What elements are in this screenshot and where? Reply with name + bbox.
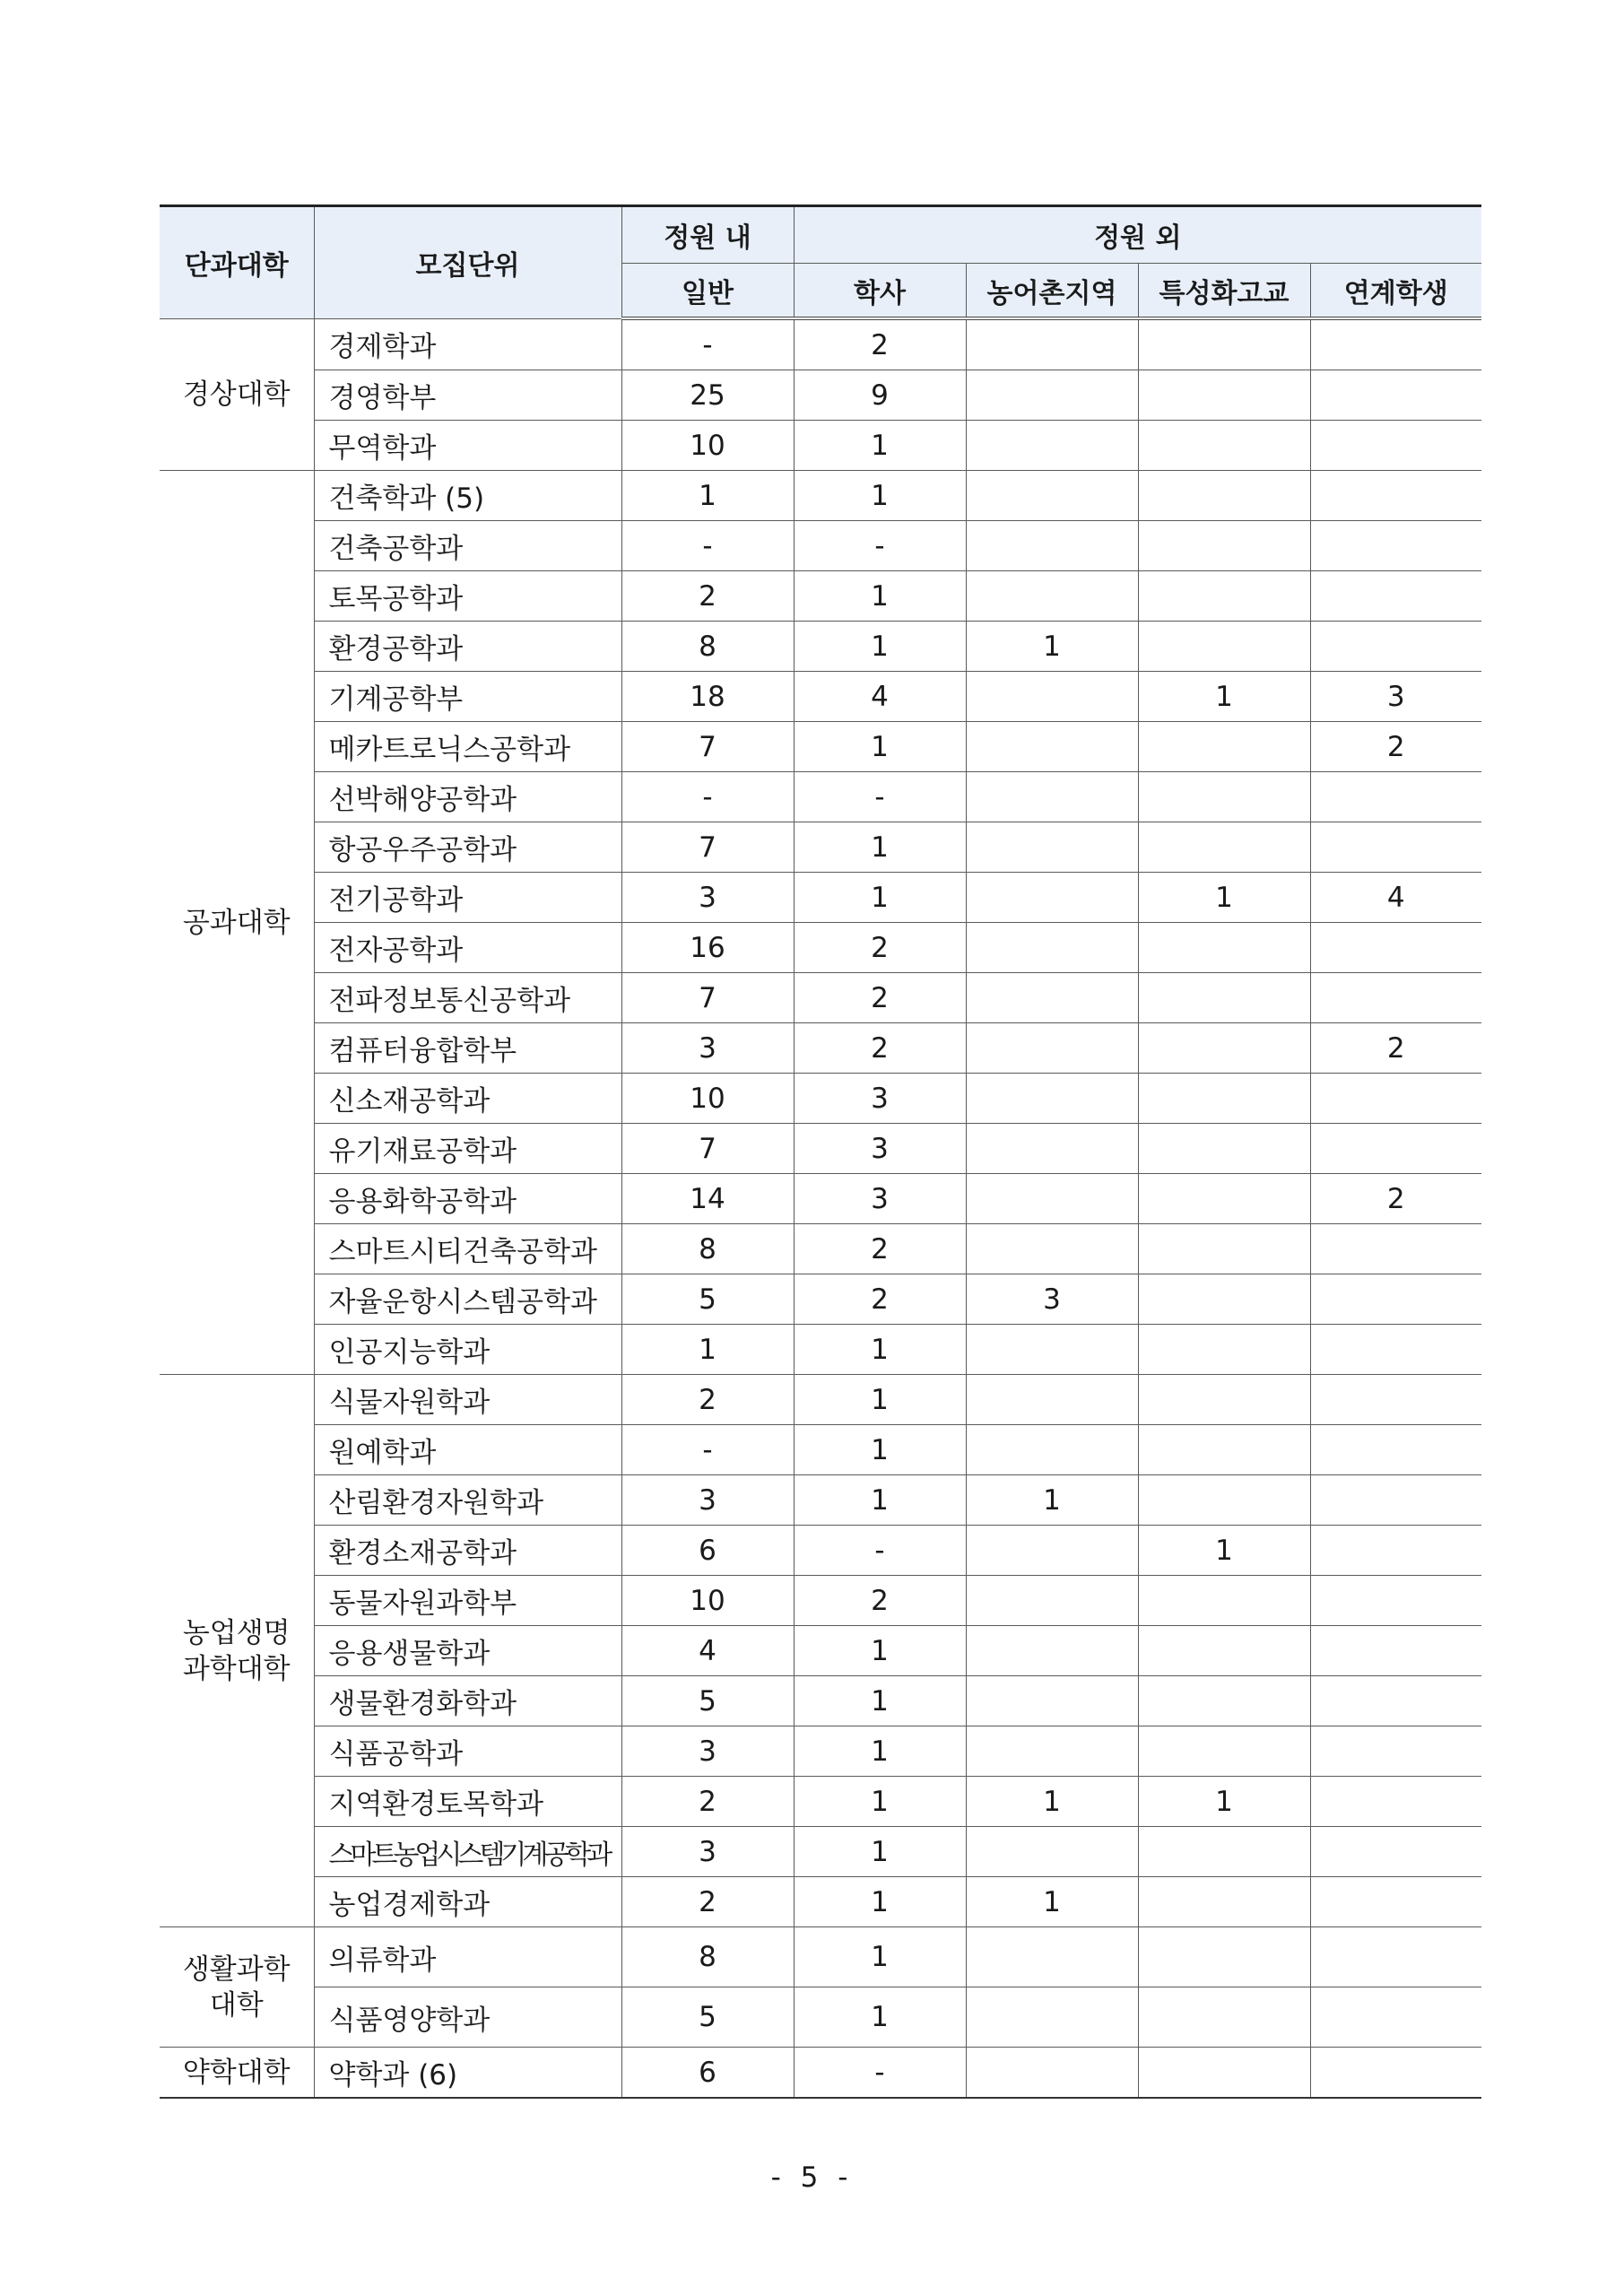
bachelor-cell: 3 <box>794 1124 966 1174</box>
general-cell: 16 <box>621 923 794 973</box>
college-cell: 경상대학 <box>160 318 314 471</box>
special-highschool-cell <box>1138 1023 1310 1074</box>
general-cell: 5 <box>621 1676 794 1726</box>
general-cell: - <box>621 318 794 370</box>
header-college: 단과대학 <box>160 206 314 319</box>
table-row <box>160 873 1481 923</box>
special-highschool-cell <box>1138 471 1310 521</box>
bachelor-cell: 9 <box>794 370 966 421</box>
table-row <box>160 370 1481 421</box>
bachelor-cell: 1 <box>794 1626 966 1676</box>
linked-student-cell <box>1310 1124 1481 1174</box>
general-cell: 2 <box>621 571 794 622</box>
special-highschool-cell <box>1138 1425 1310 1475</box>
bachelor-cell: 1 <box>794 1425 966 1475</box>
linked-student-cell <box>1310 772 1481 822</box>
unit-cell: 식품영양학과 <box>314 1987 621 2048</box>
general-cell: 7 <box>621 1124 794 1174</box>
bachelor-cell: 1 <box>794 1676 966 1726</box>
linked-student-cell <box>1310 1274 1481 1325</box>
special-highschool-cell <box>1138 822 1310 873</box>
general-cell: 6 <box>621 1526 794 1576</box>
linked-student-cell <box>1310 1375 1481 1425</box>
linked-student-cell <box>1310 1526 1481 1576</box>
unit-cell: 자율운항시스템공학과 <box>314 1274 621 1325</box>
bachelor-cell: 2 <box>794 973 966 1023</box>
special-highschool-cell <box>1138 1726 1310 1777</box>
bachelor-cell: 2 <box>794 1576 966 1626</box>
bachelor-cell: 2 <box>794 923 966 973</box>
linked-student-cell: 2 <box>1310 1174 1481 1224</box>
unit-cell: 인공지능학과 <box>314 1325 621 1375</box>
rural-cell <box>966 1726 1138 1777</box>
general-cell: 4 <box>621 1626 794 1676</box>
special-highschool-cell <box>1138 1124 1310 1174</box>
special-highschool-cell <box>1138 1375 1310 1425</box>
rural-cell: 1 <box>966 1777 1138 1827</box>
college-cell: 공과대학 <box>160 471 314 1375</box>
table-row <box>160 318 1481 370</box>
unit-cell: 항공우주공학과 <box>314 822 621 873</box>
rural-cell <box>966 421 1138 471</box>
general-cell: 6 <box>621 2048 794 2099</box>
unit-cell: 환경공학과 <box>314 622 621 672</box>
table-row <box>160 1023 1481 1074</box>
linked-student-cell <box>1310 571 1481 622</box>
bachelor-cell: 1 <box>794 1927 966 1987</box>
table-row <box>160 973 1481 1023</box>
page-number: - 5 - <box>770 2161 854 2194</box>
bachelor-cell: 1 <box>794 822 966 873</box>
unit-cell: 유기재료공학과 <box>314 1124 621 1174</box>
special-highschool-cell <box>1138 1224 1310 1274</box>
linked-student-cell <box>1310 923 1481 973</box>
rural-cell: 1 <box>966 1877 1138 1927</box>
bachelor-cell: 1 <box>794 1375 966 1425</box>
special-highschool-cell <box>1138 1877 1310 1927</box>
rural-cell <box>966 1576 1138 1626</box>
general-cell: 7 <box>621 822 794 873</box>
general-cell: 7 <box>621 973 794 1023</box>
table-row <box>160 1425 1481 1475</box>
header-inside-quota: 정원 내 <box>621 206 794 264</box>
special-highschool-cell <box>1138 1827 1310 1877</box>
bachelor-cell: 2 <box>794 318 966 370</box>
special-highschool-cell <box>1138 1174 1310 1224</box>
rural-cell <box>966 1174 1138 1224</box>
table-row <box>160 1827 1481 1877</box>
rural-cell <box>966 1074 1138 1124</box>
rural-cell <box>966 1124 1138 1174</box>
linked-student-cell: 2 <box>1310 722 1481 772</box>
bachelor-cell: 1 <box>794 1777 966 1827</box>
unit-cell: 식품공학과 <box>314 1726 621 1777</box>
special-highschool-cell <box>1138 1576 1310 1626</box>
table-row <box>160 421 1481 471</box>
table-body <box>160 318 1481 2098</box>
bachelor-cell: 1 <box>794 1987 966 2048</box>
special-highschool-cell <box>1138 2048 1310 2099</box>
general-cell: 14 <box>621 1174 794 1224</box>
rural-cell <box>966 1375 1138 1425</box>
table-row <box>160 1726 1481 1777</box>
special-highschool-cell <box>1138 1325 1310 1375</box>
linked-student-cell <box>1310 1676 1481 1726</box>
unit-cell: 지역환경토목학과 <box>314 1777 621 1827</box>
linked-student-cell: 4 <box>1310 873 1481 923</box>
rural-cell <box>966 1927 1138 1987</box>
bachelor-cell: 1 <box>794 571 966 622</box>
rural-cell <box>966 2048 1138 2099</box>
unit-cell: 생물환경화학과 <box>314 1676 621 1726</box>
linked-student-cell: 2 <box>1310 1023 1481 1074</box>
linked-student-cell <box>1310 370 1481 421</box>
table-row <box>160 722 1481 772</box>
rural-cell <box>966 923 1138 973</box>
bachelor-cell: 1 <box>794 471 966 521</box>
unit-cell: 의류학과 <box>314 1927 621 1987</box>
rural-cell <box>966 370 1138 421</box>
header-bachelor: 학사 <box>794 264 966 319</box>
bachelor-cell: 1 <box>794 622 966 672</box>
linked-student-cell <box>1310 1827 1481 1877</box>
unit-cell: 동물자원과학부 <box>314 1576 621 1626</box>
linked-student-cell <box>1310 1987 1481 2048</box>
general-cell: 10 <box>621 1074 794 1124</box>
rural-cell <box>966 571 1138 622</box>
special-highschool-cell <box>1138 521 1310 571</box>
general-cell: 3 <box>621 1827 794 1877</box>
rural-cell: 1 <box>966 1475 1138 1526</box>
special-highschool-cell <box>1138 1074 1310 1124</box>
header-special-highschool: 특성화고교 <box>1138 264 1310 319</box>
bachelor-cell: 1 <box>794 722 966 772</box>
special-highschool-cell <box>1138 421 1310 471</box>
bachelor-cell: 2 <box>794 1274 966 1325</box>
table-row <box>160 1274 1481 1325</box>
bachelor-cell: 2 <box>794 1224 966 1274</box>
rural-cell: 3 <box>966 1274 1138 1325</box>
special-highschool-cell <box>1138 370 1310 421</box>
rural-cell <box>966 1325 1138 1375</box>
unit-cell: 환경소재공학과 <box>314 1526 621 1576</box>
college-cell: 약학대학 <box>160 2048 314 2099</box>
linked-student-cell <box>1310 2048 1481 2099</box>
bachelor-cell: 1 <box>794 873 966 923</box>
table-row <box>160 822 1481 873</box>
unit-cell: 약학과 (6) <box>314 2048 621 2099</box>
linked-student-cell <box>1310 1475 1481 1526</box>
unit-cell: 신소재공학과 <box>314 1074 621 1124</box>
table-row <box>160 1174 1481 1224</box>
linked-student-cell <box>1310 1626 1481 1676</box>
rural-cell <box>966 1626 1138 1676</box>
table-row <box>160 1375 1481 1425</box>
general-cell: 8 <box>621 622 794 672</box>
rural-cell <box>966 521 1138 571</box>
general-cell: 3 <box>621 1475 794 1526</box>
special-highschool-cell <box>1138 1987 1310 2048</box>
general-cell: - <box>621 772 794 822</box>
table-row <box>160 622 1481 672</box>
general-cell: - <box>621 521 794 571</box>
bachelor-cell: - <box>794 521 966 571</box>
general-cell: - <box>621 1425 794 1475</box>
table-row <box>160 521 1481 571</box>
special-highschool-cell <box>1138 973 1310 1023</box>
rural-cell <box>966 1224 1138 1274</box>
special-highschool-cell <box>1138 772 1310 822</box>
table-row <box>160 1124 1481 1174</box>
unit-cell: 전자공학과 <box>314 923 621 973</box>
rural-cell: 1 <box>966 622 1138 672</box>
unit-cell: 경영학부 <box>314 370 621 421</box>
unit-cell: 응용생물학과 <box>314 1626 621 1676</box>
table-row <box>160 2048 1481 2099</box>
bachelor-cell: - <box>794 772 966 822</box>
linked-student-cell <box>1310 1576 1481 1626</box>
linked-student-cell <box>1310 1726 1481 1777</box>
table-row <box>160 1777 1481 1827</box>
rural-cell <box>966 471 1138 521</box>
linked-student-cell <box>1310 1777 1481 1827</box>
unit-cell: 토목공학과 <box>314 571 621 622</box>
bachelor-cell: - <box>794 2048 966 2099</box>
special-highschool-cell: 1 <box>1138 1777 1310 1827</box>
linked-student-cell <box>1310 973 1481 1023</box>
general-cell: 8 <box>621 1927 794 1987</box>
rural-cell <box>966 873 1138 923</box>
unit-cell: 컴퓨터융합학부 <box>314 1023 621 1074</box>
bachelor-cell: 1 <box>794 1475 966 1526</box>
unit-cell: 농업경제학과 <box>314 1877 621 1927</box>
general-cell: 3 <box>621 1726 794 1777</box>
bachelor-cell: 1 <box>794 421 966 471</box>
bachelor-cell: 1 <box>794 1325 966 1375</box>
linked-student-cell <box>1310 822 1481 873</box>
bachelor-cell: 1 <box>794 1827 966 1877</box>
unit-cell: 기계공학부 <box>314 672 621 722</box>
table-row <box>160 1927 1481 1987</box>
rural-cell <box>966 822 1138 873</box>
rural-cell <box>966 772 1138 822</box>
header-unit: 모집단위 <box>314 206 621 319</box>
unit-cell: 전기공학과 <box>314 873 621 923</box>
linked-student-cell <box>1310 1224 1481 1274</box>
bachelor-cell: - <box>794 1526 966 1576</box>
linked-student-cell <box>1310 1074 1481 1124</box>
table-row <box>160 1987 1481 2048</box>
bachelor-cell: 1 <box>794 1877 966 1927</box>
unit-cell: 산림환경자원학과 <box>314 1475 621 1526</box>
general-cell: 10 <box>621 1576 794 1626</box>
linked-student-cell <box>1310 1325 1481 1375</box>
table-row <box>160 772 1481 822</box>
special-highschool-cell <box>1138 923 1310 973</box>
special-highschool-cell: 1 <box>1138 672 1310 722</box>
table-row <box>160 471 1481 521</box>
unit-cell: 원예학과 <box>314 1425 621 1475</box>
rural-cell <box>966 722 1138 772</box>
general-cell: 2 <box>621 1375 794 1425</box>
college-cell: 생활과학 대학 <box>160 1927 314 2048</box>
unit-cell: 응용화학공학과 <box>314 1174 621 1224</box>
special-highschool-cell: 1 <box>1138 873 1310 923</box>
special-highschool-cell <box>1138 722 1310 772</box>
general-cell: 5 <box>621 1274 794 1325</box>
general-cell: 3 <box>621 873 794 923</box>
table-row <box>160 571 1481 622</box>
rural-cell <box>966 672 1138 722</box>
table-row <box>160 1576 1481 1626</box>
general-cell: 3 <box>621 1023 794 1074</box>
table-row <box>160 1877 1481 1927</box>
general-cell: 8 <box>621 1224 794 1274</box>
header-rural: 농어촌지역 <box>966 264 1138 319</box>
header-general: 일반 <box>621 264 794 319</box>
general-cell: 5 <box>621 1987 794 2048</box>
unit-cell: 스마트시티건축공학과 <box>314 1224 621 1274</box>
general-cell: 10 <box>621 421 794 471</box>
special-highschool-cell <box>1138 1475 1310 1526</box>
bachelor-cell: 1 <box>794 1726 966 1777</box>
bachelor-cell: 4 <box>794 672 966 722</box>
general-cell: 1 <box>621 1325 794 1375</box>
special-highschool-cell <box>1138 1676 1310 1726</box>
rural-cell <box>966 1425 1138 1475</box>
linked-student-cell <box>1310 622 1481 672</box>
general-cell: 18 <box>621 672 794 722</box>
table-row <box>160 923 1481 973</box>
unit-cell: 경제학과 <box>314 318 621 370</box>
linked-student-cell <box>1310 421 1481 471</box>
table-row <box>160 1325 1481 1375</box>
general-cell: 25 <box>621 370 794 421</box>
special-highschool-cell <box>1138 1274 1310 1325</box>
special-highschool-cell <box>1138 1927 1310 1987</box>
table-row <box>160 1676 1481 1726</box>
bachelor-cell: 2 <box>794 1023 966 1074</box>
unit-cell: 무역학과 <box>314 421 621 471</box>
linked-student-cell <box>1310 521 1481 571</box>
table-row <box>160 1074 1481 1124</box>
special-highschool-cell <box>1138 1626 1310 1676</box>
linked-student-cell <box>1310 1927 1481 1987</box>
header-outside-quota: 정원 외 <box>794 206 1481 264</box>
unit-cell: 식물자원학과 <box>314 1375 621 1425</box>
unit-cell: 건축학과 (5) <box>314 471 621 521</box>
special-highschool-cell <box>1138 622 1310 672</box>
linked-student-cell <box>1310 318 1481 370</box>
special-highschool-cell: 1 <box>1138 1526 1310 1576</box>
table-row <box>160 1475 1481 1526</box>
header-linked-student: 연계학생 <box>1310 264 1481 319</box>
table-row <box>160 1526 1481 1576</box>
table-row <box>160 1626 1481 1676</box>
rural-cell <box>966 1526 1138 1576</box>
rural-cell <box>966 1987 1138 2048</box>
general-cell: 7 <box>621 722 794 772</box>
unit-cell: 전파정보통신공학과 <box>314 973 621 1023</box>
rural-cell <box>966 1023 1138 1074</box>
special-highschool-cell <box>1138 318 1310 370</box>
admission-quota-table <box>160 204 1481 2099</box>
rural-cell <box>966 973 1138 1023</box>
table-row <box>160 672 1481 722</box>
rural-cell <box>966 1827 1138 1877</box>
linked-student-cell <box>1310 1425 1481 1475</box>
rural-cell <box>966 1676 1138 1726</box>
special-highschool-cell <box>1138 571 1310 622</box>
bachelor-cell: 3 <box>794 1074 966 1124</box>
general-cell: 1 <box>621 471 794 521</box>
linked-student-cell: 3 <box>1310 672 1481 722</box>
general-cell: 2 <box>621 1777 794 1827</box>
linked-student-cell <box>1310 471 1481 521</box>
unit-cell: 메카트로닉스공학과 <box>314 722 621 772</box>
college-cell: 농업생명 과학대학 <box>160 1375 314 1927</box>
general-cell: 2 <box>621 1877 794 1927</box>
unit-cell: 건축공학과 <box>314 521 621 571</box>
bachelor-cell: 3 <box>794 1174 966 1224</box>
rural-cell <box>966 318 1138 370</box>
unit-cell: 선박해양공학과 <box>314 772 621 822</box>
unit-cell: 스마트농업시스템기계공학과 <box>314 1827 621 1877</box>
table-row <box>160 1224 1481 1274</box>
linked-student-cell <box>1310 1877 1481 1927</box>
